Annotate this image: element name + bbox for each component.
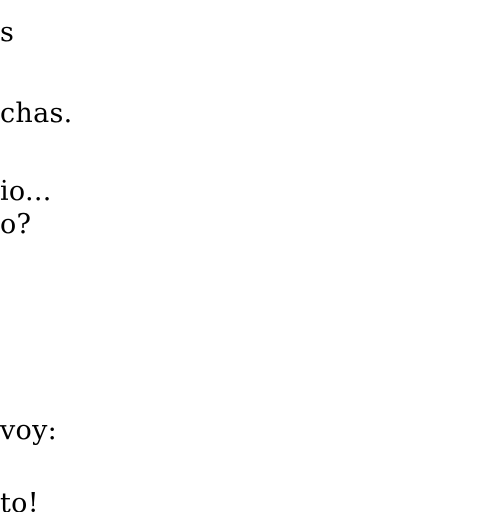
text-line-2: chas. [0, 98, 73, 129]
text-line-4: o? [0, 209, 32, 240]
text-line-6: to! [0, 488, 39, 512]
text-line-1: s [0, 17, 15, 48]
text-line-3: io... [0, 176, 52, 207]
text-line-5: voy: [0, 415, 58, 446]
